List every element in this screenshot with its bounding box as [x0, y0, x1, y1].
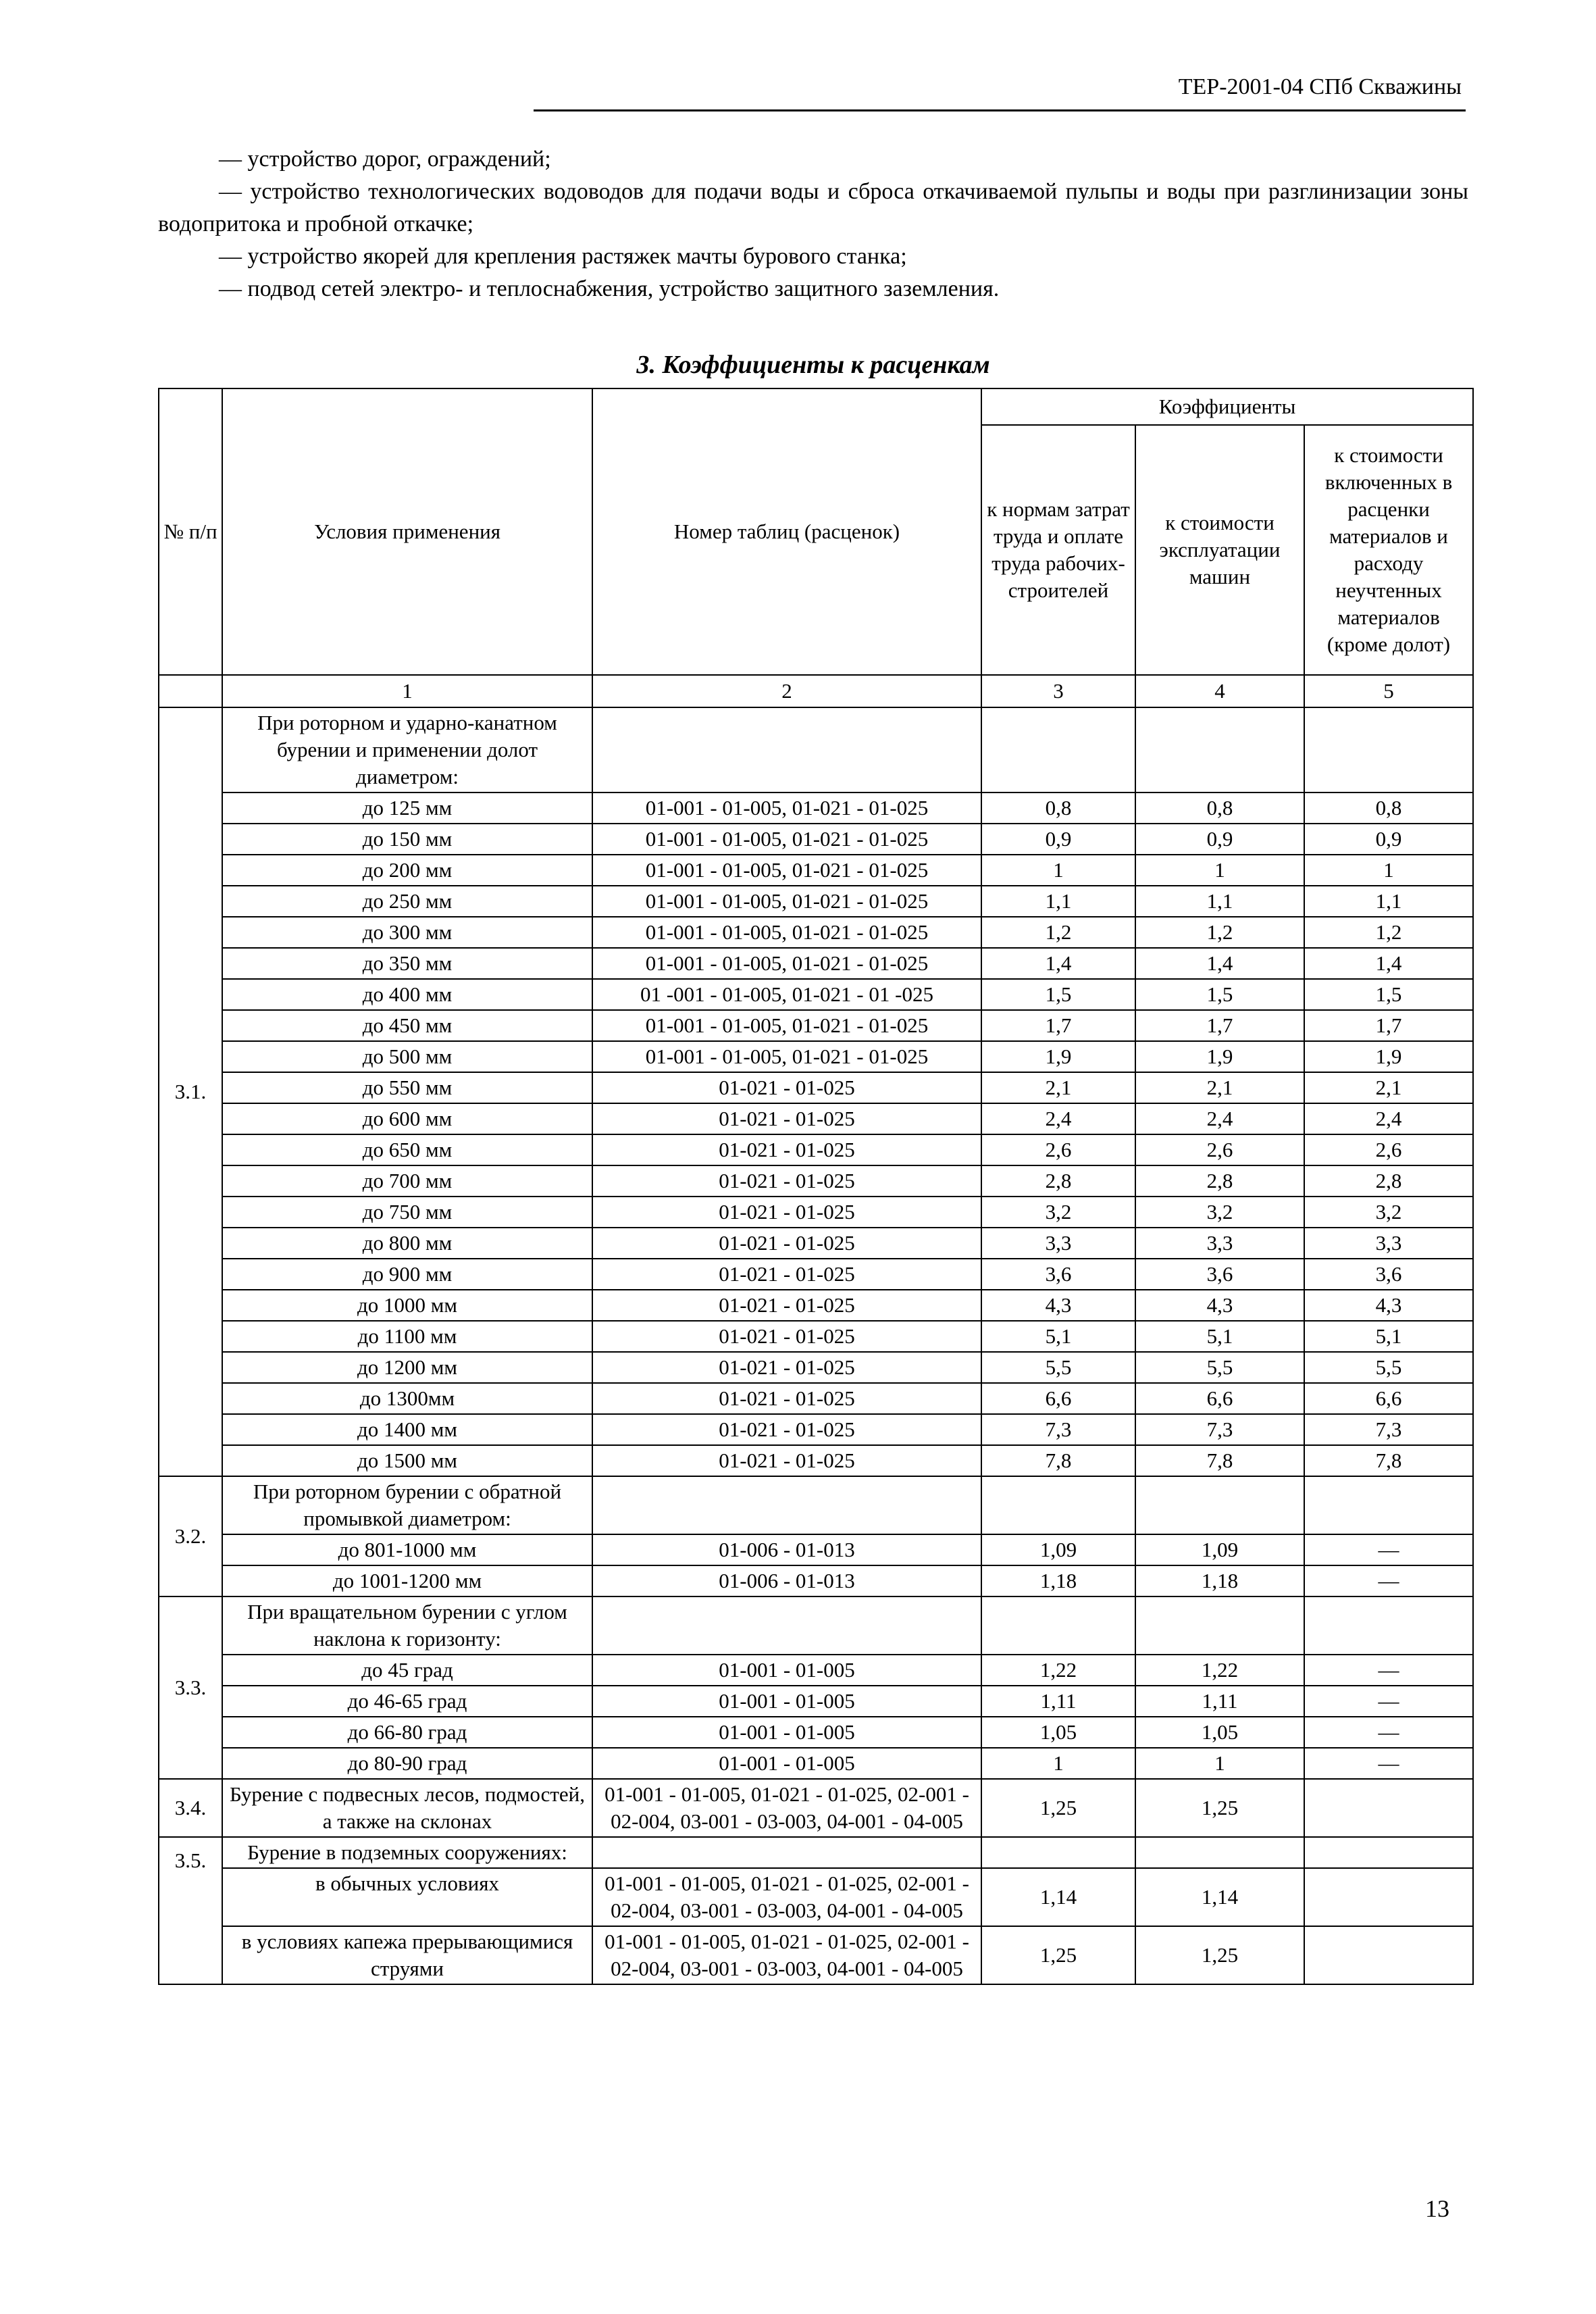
section-heading-row — [159, 1596, 1473, 1655]
condition-cell: до 1500 мм — [222, 1445, 592, 1476]
condition-cell: до 200 мм — [222, 855, 592, 886]
empty-cell — [1304, 707, 1473, 793]
materials-coef-cell: 2,1 — [1304, 1072, 1473, 1103]
header-coefficients: Коэффициенты — [981, 388, 1473, 425]
materials-coef-cell: — — [1304, 1717, 1473, 1748]
tables-cell: 01-021 - 01-025 — [592, 1165, 981, 1197]
condition-cell: до 1001-1200 мм — [222, 1565, 592, 1596]
materials-coef-cell: 1,4 — [1304, 948, 1473, 979]
page-number: 13 — [1425, 2195, 1449, 2222]
labor-coef-cell: 1,22 — [981, 1655, 1135, 1686]
machines-coef-cell: 1,1 — [1135, 886, 1304, 917]
condition-cell: в обычных условиях — [222, 1868, 592, 1926]
machines-coef-cell: 1,18 — [1135, 1565, 1304, 1596]
empty-cell — [592, 1476, 981, 1534]
tables-cell: 01-001 - 01-005, 01-021 - 01-025 — [592, 793, 981, 824]
condition-cell: до 45 град — [222, 1655, 592, 1686]
condition-cell: до 550 мм — [222, 1072, 592, 1103]
intro-line: — подвод сетей электро- и теплоснабжения, устройство защитного заземления. — [219, 276, 1000, 301]
header-tables: Номер таблиц (расценок) — [592, 388, 981, 675]
tables-cell: 01-006 - 01-013 — [592, 1565, 981, 1596]
materials-coef-cell: — — [1304, 1686, 1473, 1717]
condition-cell: до 46-65 град — [222, 1686, 592, 1717]
materials-coef-cell: — — [1304, 1655, 1473, 1686]
header-row — [159, 388, 1473, 425]
header-rule — [534, 109, 1466, 111]
condition-cell: до 500 мм — [222, 1041, 592, 1072]
column-number: 4 — [1135, 675, 1304, 707]
machines-coef-cell: 5,1 — [1135, 1321, 1304, 1352]
labor-coef-cell: 0,8 — [981, 793, 1135, 824]
table-row — [159, 1926, 1473, 1984]
column-number: 2 — [592, 675, 981, 707]
materials-coef-cell: 3,3 — [1304, 1228, 1473, 1259]
table-row — [159, 1228, 1473, 1259]
tables-cell: 01-021 - 01-025 — [592, 1445, 981, 1476]
labor-coef-cell: 2,4 — [981, 1103, 1135, 1134]
materials-coef-cell: 7,8 — [1304, 1445, 1473, 1476]
labor-coef-cell: 1,14 — [981, 1868, 1135, 1926]
labor-coef-cell: 1,25 — [981, 1926, 1135, 1984]
condition-cell: до 80-90 град — [222, 1748, 592, 1779]
table-row — [159, 1290, 1473, 1321]
table-row — [159, 855, 1473, 886]
condition-cell: до 600 мм — [222, 1103, 592, 1134]
column-number: 3 — [981, 675, 1135, 707]
empty-cell — [1135, 1476, 1304, 1534]
machines-coef-cell: 6,6 — [1135, 1383, 1304, 1414]
materials-coef-cell: 3,6 — [1304, 1259, 1473, 1290]
materials-coef-cell: 1,7 — [1304, 1010, 1473, 1041]
tables-cell: 01-021 - 01-025 — [592, 1321, 981, 1352]
table-row — [159, 948, 1473, 979]
materials-coef-cell: 1 — [1304, 855, 1473, 886]
table-row — [159, 1321, 1473, 1352]
materials-coef-cell: 4,3 — [1304, 1290, 1473, 1321]
table-row — [159, 1165, 1473, 1197]
materials-coef-cell: 0,8 — [1304, 793, 1473, 824]
tables-cell: 01-021 - 01-025 — [592, 1383, 981, 1414]
machines-coef-cell: 0,8 — [1135, 793, 1304, 824]
section-number: 3.5. — [159, 1837, 222, 1984]
table-row — [159, 1748, 1473, 1779]
tables-cell: 01-021 - 01-025 — [592, 1259, 981, 1290]
tables-cell: 01-001 - 01-005 — [592, 1655, 981, 1686]
condition-cell: до 350 мм — [222, 948, 592, 979]
column-number: 5 — [1304, 675, 1473, 707]
labor-coef-cell: 1 — [981, 1748, 1135, 1779]
condition-cell: до 1200 мм — [222, 1352, 592, 1383]
section-title: 3. Коэффициенты к расценкам — [636, 351, 990, 379]
tables-cell: 01-021 - 01-025 — [592, 1228, 981, 1259]
labor-coef-cell: 0,9 — [981, 824, 1135, 855]
machines-coef-cell: 1 — [1135, 1748, 1304, 1779]
empty-cell — [981, 707, 1135, 793]
section-heading-row — [159, 1837, 1473, 1868]
tables-cell: 01-021 - 01-025 — [592, 1072, 981, 1103]
condition-cell: в условиях капежа прерывающимися струями — [222, 1926, 592, 1984]
materials-coef-cell: 5,5 — [1304, 1352, 1473, 1383]
header-num: № п/п — [159, 388, 222, 675]
machines-coef-cell: 2,1 — [1135, 1072, 1304, 1103]
table-row — [159, 1565, 1473, 1596]
machines-coef-cell: 1,22 — [1135, 1655, 1304, 1686]
materials-coef-cell: 2,8 — [1304, 1165, 1473, 1197]
tables-cell: 01-021 - 01-025 — [592, 1290, 981, 1321]
tables-cell: 01-001 - 01-005 — [592, 1748, 981, 1779]
table-row — [159, 1779, 1473, 1837]
labor-coef-cell: 1,09 — [981, 1534, 1135, 1565]
tables-cell: 01-001 - 01-005, 01-021 - 01-025 — [592, 948, 981, 979]
tables-cell: 01-021 - 01-025 — [592, 1197, 981, 1228]
machines-coef-cell: 1,11 — [1135, 1686, 1304, 1717]
empty-cell — [1304, 1596, 1473, 1655]
machines-coef-cell: 5,5 — [1135, 1352, 1304, 1383]
empty-cell — [981, 1596, 1135, 1655]
labor-coef-cell: 2,1 — [981, 1072, 1135, 1103]
header-materials: к стоимости включенных в расценки материалов и расходу неучтенных материалов (кроме долот) — [1304, 425, 1473, 675]
materials-coef-cell — [1304, 1868, 1473, 1926]
materials-coef-cell: 1,9 — [1304, 1041, 1473, 1072]
header-machines: к стоимости эксплуатации машин — [1135, 425, 1304, 675]
machines-coef-cell: 3,2 — [1135, 1197, 1304, 1228]
machines-coef-cell: 1,7 — [1135, 1010, 1304, 1041]
table-row — [159, 1383, 1473, 1414]
table-row — [159, 1445, 1473, 1476]
machines-coef-cell: 1,4 — [1135, 948, 1304, 979]
materials-coef-cell: 1,5 — [1304, 979, 1473, 1010]
condition-cell: до 300 мм — [222, 917, 592, 948]
labor-coef-cell: 1,18 — [981, 1565, 1135, 1596]
table-row — [159, 1041, 1473, 1072]
table-row — [159, 1686, 1473, 1717]
intro-line: — устройство дорог, ограждений; — [219, 147, 551, 172]
column-number: 1 — [222, 675, 592, 707]
tables-cell: 01-021 - 01-025 — [592, 1352, 981, 1383]
document-code: ТЕР-2001-04 СПб Скважины — [1178, 74, 1462, 99]
section-number: 3.4. — [159, 1779, 222, 1837]
machines-coef-cell: 1,9 — [1135, 1041, 1304, 1072]
empty-cell — [1304, 1837, 1473, 1868]
empty-cell — [1135, 707, 1304, 793]
materials-coef-cell — [1304, 1779, 1473, 1837]
intro-list — [158, 143, 1468, 305]
section-heading-row — [159, 707, 1473, 793]
tables-cell: 01-001 - 01-005, 01-021 - 01-025 — [592, 917, 981, 948]
machines-coef-cell: 1,14 — [1135, 1868, 1304, 1926]
labor-coef-cell: 1,5 — [981, 979, 1135, 1010]
machines-coef-cell: 4,3 — [1135, 1290, 1304, 1321]
empty-cell — [1304, 1476, 1473, 1534]
materials-coef-cell — [1304, 1926, 1473, 1984]
labor-coef-cell: 7,8 — [981, 1445, 1135, 1476]
section-heading: При вращательном бурении с углом наклона к горизонту: — [222, 1596, 592, 1655]
section-number: 3.3. — [159, 1596, 222, 1779]
condition-cell: до 800 мм — [222, 1228, 592, 1259]
tables-cell: 01-001 - 01-005 — [592, 1717, 981, 1748]
table-row — [159, 1655, 1473, 1686]
section-heading: При роторном бурении с обратной промывкой диаметром: — [222, 1476, 592, 1534]
section-number: 3.2. — [159, 1476, 222, 1596]
empty-cell — [1135, 1596, 1304, 1655]
labor-coef-cell: 1,25 — [981, 1779, 1135, 1837]
materials-coef-cell: — — [1304, 1748, 1473, 1779]
labor-coef-cell: 1,11 — [981, 1686, 1135, 1717]
labor-coef-cell: 1,4 — [981, 948, 1135, 979]
table-row — [159, 1352, 1473, 1383]
tables-cell: 01-001 - 01-005, 01-021 - 01-025, 02-001 - 02-004, 03-001 - 03-003, 04-001 - 04-005 — [592, 1779, 981, 1837]
condition-cell: до 1100 мм — [222, 1321, 592, 1352]
labor-coef-cell: 1,1 — [981, 886, 1135, 917]
table-row — [159, 917, 1473, 948]
table-row — [159, 793, 1473, 824]
materials-coef-cell: — — [1304, 1565, 1473, 1596]
labor-coef-cell: 1,2 — [981, 917, 1135, 948]
machines-coef-cell: 1,05 — [1135, 1717, 1304, 1748]
tables-cell: 01 -001 - 01-005, 01-021 - 01 -025 — [592, 979, 981, 1010]
condition-cell: до 1300мм — [222, 1383, 592, 1414]
machines-coef-cell: 7,8 — [1135, 1445, 1304, 1476]
labor-coef-cell: 1 — [981, 855, 1135, 886]
materials-coef-cell: 1,2 — [1304, 917, 1473, 948]
condition-cell: до 250 мм — [222, 886, 592, 917]
tables-cell: 01-001 - 01-005, 01-021 - 01-025 — [592, 1041, 981, 1072]
condition-cell: до 450 мм — [222, 1010, 592, 1041]
tables-cell: 01-021 - 01-025 — [592, 1414, 981, 1445]
materials-coef-cell: 6,6 — [1304, 1383, 1473, 1414]
machines-coef-cell: 3,3 — [1135, 1228, 1304, 1259]
tables-cell: 01-001 - 01-005, 01-021 - 01-025, 02-001 - 02-004, 03-001 - 03-003, 04-001 - 04-005 — [592, 1926, 981, 1984]
labor-coef-cell: 3,2 — [981, 1197, 1135, 1228]
header-conditions: Условия применения — [222, 388, 592, 675]
condition-cell: до 400 мм — [222, 979, 592, 1010]
materials-coef-cell: 0,9 — [1304, 824, 1473, 855]
table-row — [159, 1717, 1473, 1748]
empty-cell — [1135, 1837, 1304, 1868]
table-row — [159, 1010, 1473, 1041]
materials-coef-cell: 2,6 — [1304, 1134, 1473, 1165]
empty-cell — [981, 1476, 1135, 1534]
condition-cell: до 66-80 град — [222, 1717, 592, 1748]
empty-cell — [592, 707, 981, 793]
machines-coef-cell: 2,4 — [1135, 1103, 1304, 1134]
column-number-row — [159, 675, 1473, 707]
page-header — [534, 74, 1466, 111]
empty-cell — [981, 1837, 1135, 1868]
materials-coef-cell: 5,1 — [1304, 1321, 1473, 1352]
section-heading-row — [159, 1476, 1473, 1534]
tables-cell: 01-001 - 01-005, 01-021 - 01-025 — [592, 855, 981, 886]
tables-cell: 01-021 - 01-025 — [592, 1103, 981, 1134]
labor-coef-cell: 6,6 — [981, 1383, 1135, 1414]
condition-cell: до 1400 мм — [222, 1414, 592, 1445]
tables-cell: 01-001 - 01-005, 01-021 - 01-025 — [592, 1010, 981, 1041]
condition-cell: до 150 мм — [222, 824, 592, 855]
machines-coef-cell: 7,3 — [1135, 1414, 1304, 1445]
labor-coef-cell: 5,1 — [981, 1321, 1135, 1352]
condition-cell: до 1000 мм — [222, 1290, 592, 1321]
labor-coef-cell: 5,5 — [981, 1352, 1135, 1383]
machines-coef-cell: 2,8 — [1135, 1165, 1304, 1197]
table-row — [159, 1197, 1473, 1228]
table-row — [159, 886, 1473, 917]
condition-cell: Бурение с подвесных лесов, подмостей, а также на склонах — [222, 1779, 592, 1837]
tables-cell: 01-006 - 01-013 — [592, 1534, 981, 1565]
materials-coef-cell: 1,1 — [1304, 886, 1473, 917]
table-row — [159, 1103, 1473, 1134]
empty-cell — [592, 1596, 981, 1655]
intro-line: — устройство технологических водоводов для подачи воды и сброса откачиваемой пульпы и воды при разглинизации зоны водопритока и пробной откачке; — [158, 179, 1468, 236]
machines-coef-cell: 1,5 — [1135, 979, 1304, 1010]
empty-cell — [592, 1837, 981, 1868]
table-row — [159, 1259, 1473, 1290]
tables-cell: 01-001 - 01-005, 01-021 - 01-025, 02-001 - 02-004, 03-001 - 03-003, 04-001 - 04-005 — [592, 1868, 981, 1926]
machines-coef-cell: 1,25 — [1135, 1926, 1304, 1984]
tables-cell: 01-001 - 01-005, 01-021 - 01-025 — [592, 824, 981, 855]
table-row — [159, 979, 1473, 1010]
header-labor: к нормам затрат труда и оплате труда рабочих-строителей — [981, 425, 1135, 675]
labor-coef-cell: 1,7 — [981, 1010, 1135, 1041]
labor-coef-cell: 4,3 — [981, 1290, 1135, 1321]
machines-coef-cell: 1,09 — [1135, 1534, 1304, 1565]
column-number-blank — [159, 675, 222, 707]
condition-cell: до 801-1000 мм — [222, 1534, 592, 1565]
table-row — [159, 1534, 1473, 1565]
labor-coef-cell: 3,6 — [981, 1259, 1135, 1290]
materials-coef-cell: 2,4 — [1304, 1103, 1473, 1134]
section-number: 3.1. — [159, 707, 222, 1476]
machines-coef-cell: 3,6 — [1135, 1259, 1304, 1290]
table-row — [159, 824, 1473, 855]
condition-cell: до 700 мм — [222, 1165, 592, 1197]
tables-cell: 01-001 - 01-005 — [592, 1686, 981, 1717]
condition-cell: до 125 мм — [222, 793, 592, 824]
labor-coef-cell: 1,9 — [981, 1041, 1135, 1072]
intro-line: — устройство якорей для крепления растяжек мачты бурового станка; — [219, 244, 907, 269]
section-heading: При роторном и ударно-канатном бурении и применении долот диаметром: — [222, 707, 592, 793]
labor-coef-cell: 3,3 — [981, 1228, 1135, 1259]
section-heading: Бурение в подземных сооружениях: — [222, 1837, 592, 1868]
condition-cell: до 650 мм — [222, 1134, 592, 1165]
materials-coef-cell: 3,2 — [1304, 1197, 1473, 1228]
machines-coef-cell: 1 — [1135, 855, 1304, 886]
labor-coef-cell: 1,05 — [981, 1717, 1135, 1748]
labor-coef-cell: 7,3 — [981, 1414, 1135, 1445]
machines-coef-cell: 0,9 — [1135, 824, 1304, 855]
table-row — [159, 1134, 1473, 1165]
coefficients-table — [158, 388, 1474, 1985]
machines-coef-cell: 1,25 — [1135, 1779, 1304, 1837]
materials-coef-cell: 7,3 — [1304, 1414, 1473, 1445]
machines-coef-cell: 2,6 — [1135, 1134, 1304, 1165]
table-row — [159, 1414, 1473, 1445]
machines-coef-cell: 1,2 — [1135, 917, 1304, 948]
tables-cell: 01-021 - 01-025 — [592, 1134, 981, 1165]
condition-cell: до 750 мм — [222, 1197, 592, 1228]
labor-coef-cell: 2,8 — [981, 1165, 1135, 1197]
table-row — [159, 1072, 1473, 1103]
materials-coef-cell: — — [1304, 1534, 1473, 1565]
tables-cell: 01-001 - 01-005, 01-021 - 01-025 — [592, 886, 981, 917]
labor-coef-cell: 2,6 — [981, 1134, 1135, 1165]
table-row — [159, 1868, 1473, 1926]
condition-cell: до 900 мм — [222, 1259, 592, 1290]
